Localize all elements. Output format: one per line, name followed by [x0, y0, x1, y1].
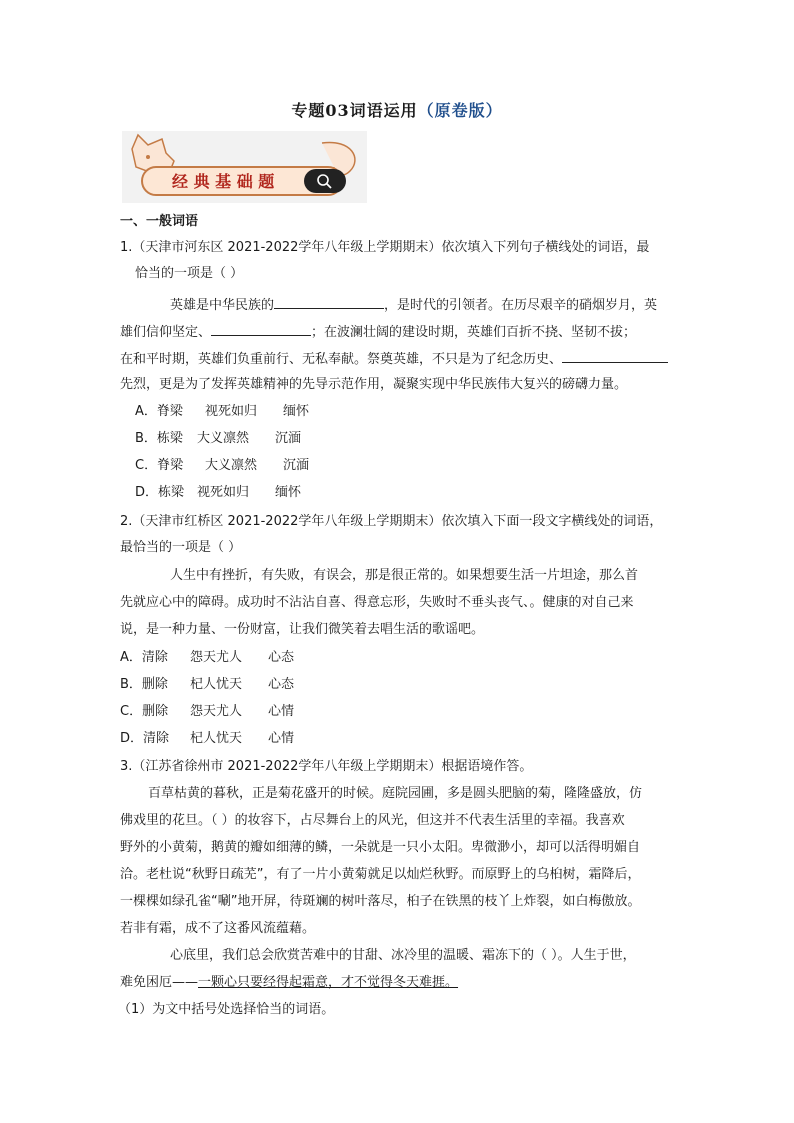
banner-classic-basics [122, 131, 367, 203]
q3-passage-line8: 难免困厄——一颗心只要经得起霜意，才不觉得冬天难捱。 [120, 975, 459, 990]
section-heading: 一、一般词语 [120, 214, 199, 229]
q3-passage-line5: 一棵棵如绿孔雀“唰”地开屏，待斑斓的树叶落尽，桕子在铁黑的枝丫上炸裂，如白梅傲放。 [120, 894, 641, 909]
q2-passage-line1: 人生中有挫折，有失败，有误会，那是很正常的。如果想要生活一片坦途，那么首 [170, 568, 639, 583]
answer-blank [211, 321, 311, 336]
answer-blank [562, 348, 668, 363]
q3-passage-line4: 洽。老杜说“秋野日疏芜”，有了一片小黄菊就足以灿烂秋野。而原野上的乌桕树，霜降后， [120, 867, 641, 882]
q1-option-c: C．脊梁 大义凛然 沉湎 [135, 458, 310, 473]
q2-stem-line2: 最恰当的一项是（ ） [120, 540, 242, 555]
q3-passage-line1: 百草枯黄的暮秋，正是菊花盛开的时候。庭院园圃，多是圆头肥脑的菊，隆隆盛放，仿 [148, 786, 643, 801]
q2-option-d: D．清除 杞人忧天 心情 [120, 731, 295, 746]
q2-passage-line3: 说，是一种力量、一份财富，让我们微笑着去唱生活的歌谣吧。 [120, 622, 485, 637]
q1-stem-line1: 1.（天津市河东区 2021-2022学年八年级上学期期末）依次填入下列句子横线处的词语，最 [120, 240, 650, 255]
answer-blank [274, 294, 384, 309]
q1-passage-line2: 雄们信仰坚定、 ；在波澜壮阔的建设时期，英雄们百折不挠、坚韧不拔； [120, 321, 680, 343]
q1-passage-line1: 英雄是中华民族的 ，是时代的引领者。在历尽艰辛的硝烟岁月，英 [170, 294, 730, 316]
fox-banner-graphic [122, 131, 367, 203]
banner-text: 经 典 基 础 题 [172, 172, 275, 191]
q3-stem: 3.（江苏省徐州市 2021-2022学年八年级上学期期末）根据语境作答。 [120, 759, 533, 774]
q2-option-b: B．删除 杞人忧天 心态 [120, 677, 295, 692]
q3-subquestion-1: （1）为文中括号处选择恰当的词语。 [118, 1002, 335, 1017]
title-subtitle: （原卷版） [417, 101, 503, 120]
q2-option-c: C．删除 怨天尤人 心情 [120, 704, 295, 719]
title-main: 专题03词语运用 [291, 101, 418, 120]
q2-stem-line1: 2.（天津市红桥区 2021-2022学年八年级上学期期末）依次填入下面一段文字横线处的词语， [120, 514, 663, 529]
q1-option-a: A．脊梁 视死如归 缅怀 [135, 404, 310, 419]
q1-passage-line3: 在和平时期，英雄们负重前行、无私奉献。祭奠英雄，不只是为了纪念历史、 [120, 348, 680, 370]
q1-option-b: B．栋梁 大义凛然 沉湎 [135, 431, 302, 446]
q1-stem-line2: 恰当的一项是（ ） [135, 266, 244, 281]
q3-passage-line6: 若非有霜，成不了这番风流蕴藉。 [120, 921, 316, 936]
q1-option-d: D．栋梁 视死如归 缅怀 [135, 485, 302, 500]
underlined-sentence: 一颗心只要经得起霜意，才不觉得冬天难捱。 [198, 975, 459, 990]
q2-passage-line2: 先就应心中的障碍。成功时不沾沾自喜、得意忘形，失败时不垂头丧气、。健康的对自己来 [120, 595, 634, 610]
page-title [0, 98, 794, 121]
q1-passage-line4: 先烈，更是为了发挥英雄精神的先导示范作用，凝聚实现中华民族伟大复兴的磅礴力量。 [120, 377, 628, 392]
q3-passage-line7: 心底里，我们总会欣赏苦难中的甘甜、冰冷里的温暖、霜冻下的（ ）。人生于世， [170, 948, 636, 963]
q3-passage-line2: 佛戏里的花旦。（ ）的妆容下，占尽舞台上的风光，但这并不代表生活里的幸福。我喜欢 [120, 813, 625, 828]
q3-passage-line3: 野外的小黄菊，鹅黄的瓣如细薄的鳞，一朵就是一只小太阳。卑微渺小，却可以活得明媚自 [120, 840, 641, 855]
q2-option-a: A．清除 怨天尤人 心态 [120, 650, 295, 665]
